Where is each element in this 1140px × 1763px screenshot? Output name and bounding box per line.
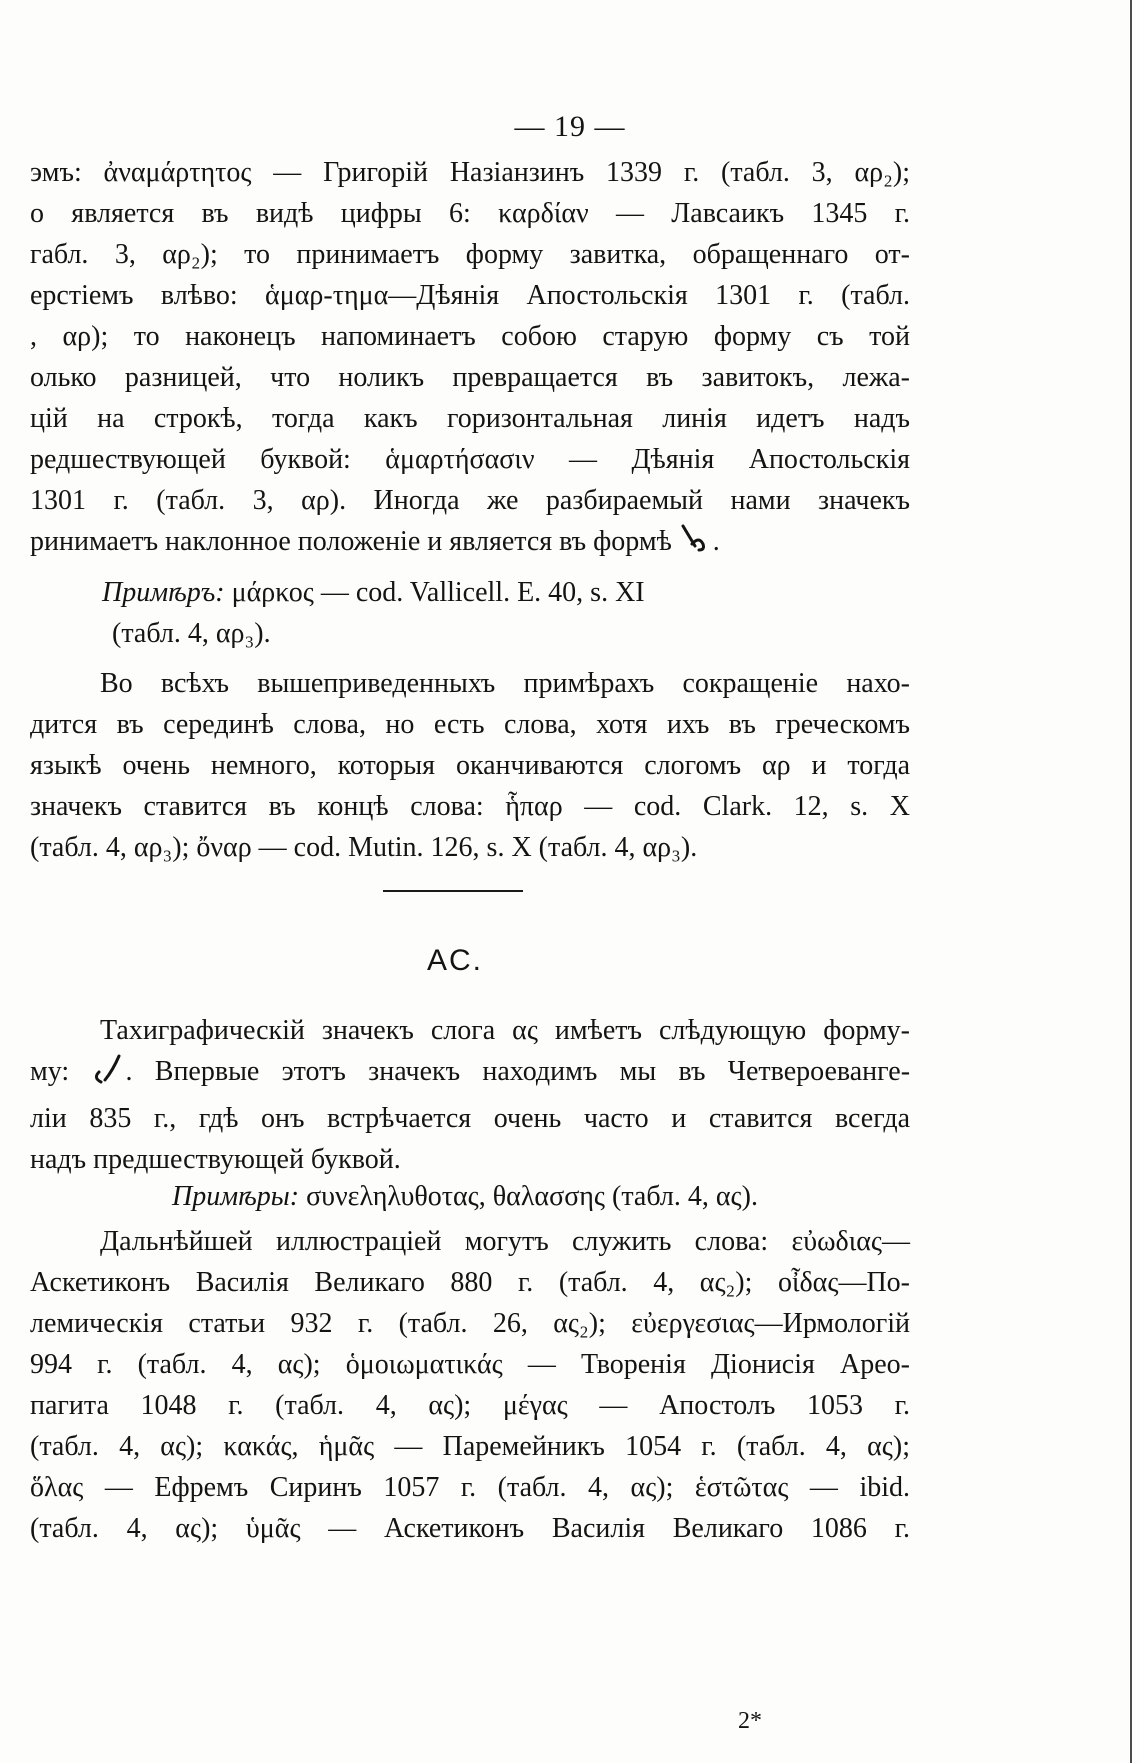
text-line: Дальнѣйшей иллюстраціей могутъ служить слова: εὐωδιας—: [100, 1226, 910, 1257]
section-title: AC.: [426, 944, 483, 977]
text-line: ерстіемъ влѣво: ἁμαρ-τημα—Дѣянія Апостольскія 1301 г. (табл.: [30, 280, 910, 311]
example-cont: (табл. 4, αρ₃).: [112, 618, 271, 649]
text-line: (табл. 4, αρ₃); ὄναρ — cod. Mutin. 126, s. X (табл. 4, αρ₃).: [30, 832, 698, 863]
paragraph-4: [30, 1221, 910, 1549]
example-text: μάρκος — cod. Vallicell. E. 40, s. XI: [231, 577, 645, 608]
text-line: цій на строкѣ, тогда какъ горизонтальная линія идетъ надъ: [30, 403, 910, 434]
tachygraph-glyph-slanted: [679, 522, 713, 568]
text-fragment: ринимаетъ наклонное положеніе и является въ формѣ: [30, 526, 672, 557]
text-line: 994 г. (табл. 4, ας); ὁμοιωματικάς — Творенія Діонисія Арео-: [30, 1349, 910, 1380]
text-line: Во всѣхъ вышеприведенныхъ примѣрахъ сокращеніе нахо-: [100, 668, 910, 699]
example-1: [30, 572, 910, 654]
text-line: редшествующей буквой: ἁμαρτήσασιν — Дѣянія Апостольскія: [30, 444, 910, 475]
text-line: олько разницей, что ноликъ превращается въ завитокъ, лежа-: [30, 362, 910, 393]
paragraph-2: [30, 663, 910, 868]
text-line: языкѣ очень немного, которыя оканчиваются слогомъ αρ и тогда: [30, 750, 910, 781]
example-text: συνεληλυθοτας, θαλασσης (табл. 4, ας).: [306, 1181, 758, 1212]
paragraph-3: [30, 1010, 910, 1180]
example-label: Примѣры:: [172, 1181, 300, 1212]
text-line: значекъ ставится въ концѣ слова: ἧπαρ — cod. Clark. 12, s. X: [30, 791, 910, 822]
text-line: лемическія статьи 932 г. (табл. 26, ας₂); εὐεργεσιας—Ирмологій: [30, 1308, 910, 1339]
page-number: — 19 —: [514, 110, 626, 143]
example-line: [30, 572, 910, 613]
text-line: (табл. 4, ας); ὑμᾶς — Аскетиконъ Василія Великаго 1086 г.: [30, 1513, 910, 1544]
text-fragment: Впервые этотъ значекъ находимъ мы въ Четвероеванге-: [154, 1056, 911, 1087]
text-line: пагита 1048 г. (табл. 4, ας); μέγας — Апостолъ 1053 г.: [30, 1390, 910, 1421]
example-2: [30, 1176, 910, 1217]
tachygraph-glyph-as: [91, 1052, 125, 1098]
text-line: 1301 г. (табл. 3, αρ). Иногда же разбираемый нами значекъ: [30, 485, 910, 516]
text-fragment: му:: [30, 1056, 70, 1087]
text-line: Аскетиконъ Василія Великаго 880 г. (табл. 4, ας₂); οἶδας—По-: [30, 1267, 910, 1298]
paragraph-1: [30, 152, 910, 568]
example-label: Примѣръ:: [102, 577, 225, 608]
page-edge-line: [1130, 0, 1132, 1763]
text-line: ὅλας — Ефремъ Сиринъ 1057 г. (табл. 4, ας); ἑστῶτας — ibid.: [30, 1472, 910, 1503]
text-line: о является въ видѣ цифры 6: καρδίαν — Лавсаикъ 1345 г.: [30, 198, 910, 229]
text-line: Тахиграфическій значекъ слога ας имѣетъ слѣдующую форму-: [100, 1015, 910, 1046]
text-line: габл. 3, αρ₂); то принимаетъ форму завитка, обращеннаго от-: [30, 239, 910, 270]
section-divider: [383, 890, 523, 892]
text-line: , αρ); то наконецъ напоминаетъ собою старую форму съ той: [30, 321, 910, 352]
text-line: му: . Впервые этотъ значекъ находимъ мы въ Четвероеванге-: [30, 1051, 910, 1098]
text-line: ринимаетъ наклонное положеніе и является въ формѣ .: [30, 521, 910, 568]
text-line: эмъ: ἀναμάρτητος — Григорій Назіанзинъ 1339 г. (табл. 3, αρ₂);: [30, 157, 910, 188]
text-line: дится въ серединѣ слова, но есть слова, хотя ихъ въ греческомъ: [30, 709, 910, 740]
example-line: [30, 1176, 910, 1217]
text-line: надъ предшествующей буквой.: [30, 1144, 401, 1175]
text-line: ліи 835 г., гдѣ онъ встрѣчается очень часто и ставится всегда: [30, 1103, 910, 1134]
signature-mark: 2*: [738, 1708, 762, 1734]
text-line: (табл. 4, ας); κακάς, ἡμᾶς — Паремейникъ 1054 г. (табл. 4, ας);: [30, 1431, 910, 1462]
